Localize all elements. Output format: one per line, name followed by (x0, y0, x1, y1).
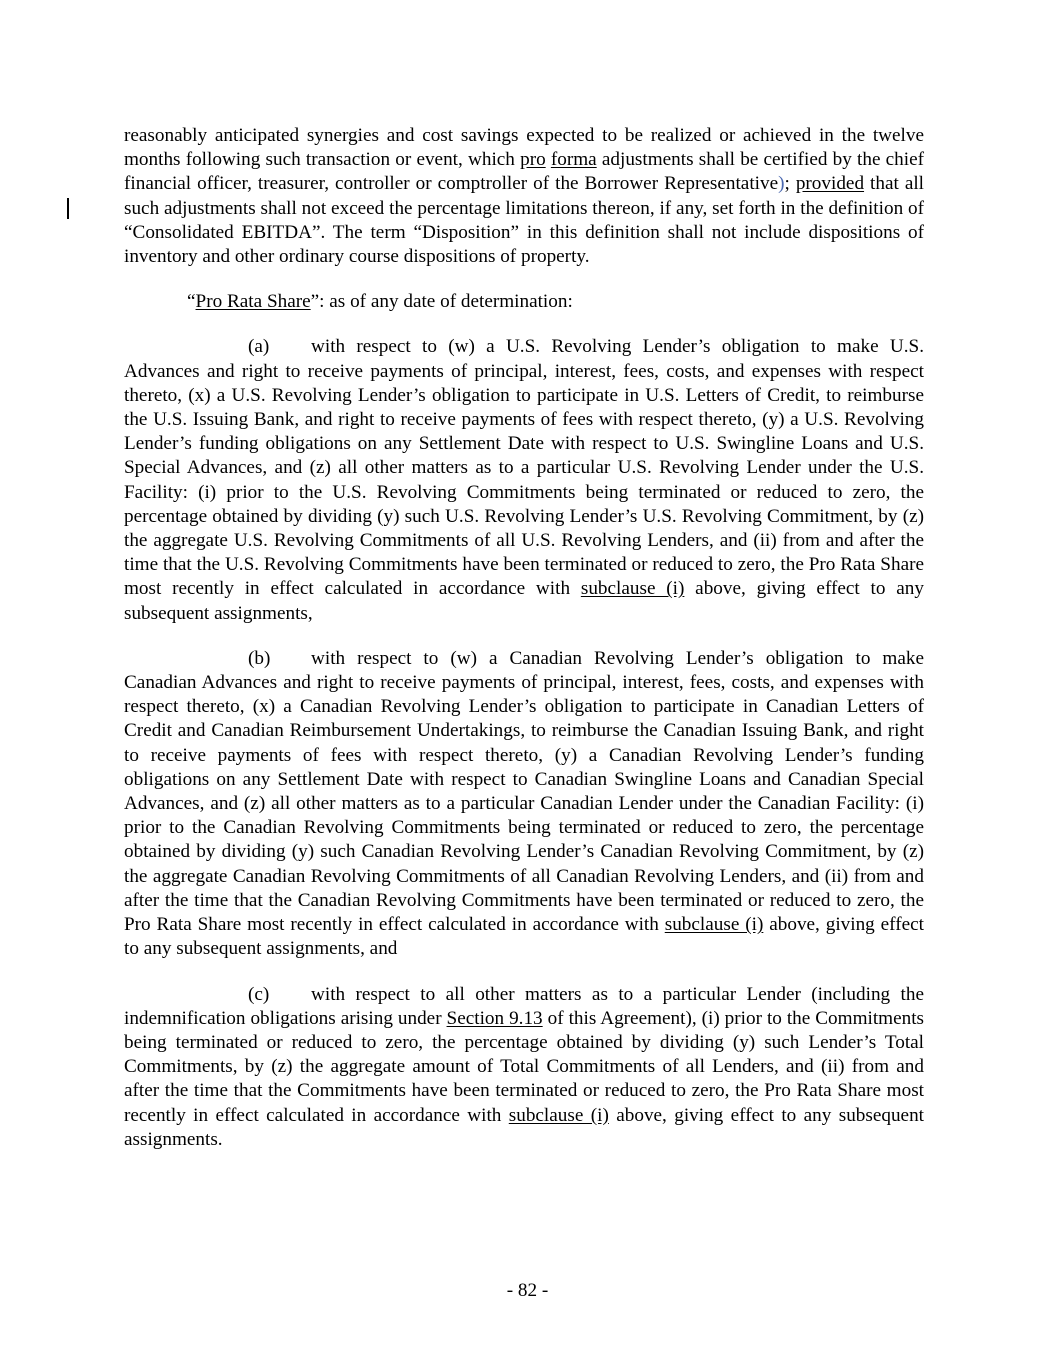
revision-change-bar (67, 198, 69, 219)
clause-c-subclause-ref: subclause (i) (508, 1104, 609, 1126)
intro-paragraph (124, 124, 924, 269)
pro-term: pro (520, 149, 546, 171)
clause-a-marker: (a) (248, 336, 270, 358)
section-9-13-ref: Section 9.13 (446, 1007, 543, 1029)
clause-a (124, 335, 924, 625)
clause-b-text-2: above, giving effect to any subsequent assignments, and (124, 914, 924, 960)
clause-a-text-1: with respect to (w) a U.S. Revolving Lender’s obligation to make U.S. Advances and right to receive payments of principal, interest, fees, costs, and expenses with respect thereto, (x) a U.S. Revolving Lender’s obligation to participate in U.S. Letters of Credit, to reimburse the U.S. Issuing Bank, and right to receive payments of fees with respect thereto, (y) a U.S. Revolving Lender’s funding obligations on any Settlement Date with respect to U.S. Swingline Loans and U.S. Special Advances, and (z) all other matters as to a particular U.S. Revolving Lender under the U.S. Facility: (i) prior to the U.S. Revolving Commitments being terminated or reduced to zero, the percentage obtained by dividing (y) such U.S. Revolving Lender’s U.S. Revolving Commitment, by (z) the aggregate U.S. Revolving Commitments of all U.S. Revolving Lenders, and (ii) from and after the time that the U.S. Revolving Commitments have been terminated or reduced to zero, the Pro Rata Share most recently in effect calculated in accordance with (124, 336, 924, 600)
clause-a-text-2: above, giving effect to any subsequent assignments, (124, 578, 924, 624)
clause-b-marker: (b) (248, 647, 271, 669)
intro-semicolon: ; (784, 173, 796, 195)
clause-c (124, 983, 924, 1152)
revised-paren: ) (778, 173, 785, 195)
clause-a-subclause-ref: subclause (i) (580, 578, 685, 600)
clause-b-subclause-ref: subclause (i) (664, 914, 764, 936)
clause-b (124, 647, 924, 962)
provided-term: provided (795, 173, 865, 195)
forma-term: forma (550, 149, 597, 171)
open-quote: “ (187, 291, 196, 313)
intro-text-2: adjustments shall be certified by the chief financial officer, treasurer, controller or comptroller of the Borrower Representative (124, 149, 925, 195)
pro-rata-share-definition (124, 290, 924, 314)
intro-text-1: reasonably anticipated synergies and cost savings expected to be realized or achieved in the twelve months following such transaction or event, which (124, 125, 924, 171)
clause-c-marker: (c) (248, 983, 270, 1005)
defined-term: Pro Rata Share (195, 291, 311, 313)
clause-c-text-3: above, giving effect to any subsequent assignments. (124, 1104, 924, 1150)
clause-c-text-2: of this Agreement), (i) prior to the Commitments being terminated or reduced to zero, the percentage obtained by dividing (y) such Lender’s Total Commitments, by (z) the aggregate amount of Total Commitments of all Lenders, and (ii) from and after the time that the Commitments have been terminated or reduced to zero, the Pro Rata Share most recently in effect calculated in accordance with (124, 1007, 924, 1126)
intro-text-3: that all such adjustments shall not exceed the percentage limitations thereon, if any, set forth in the definition of “Consolidated EBITDA”. The term “Disposition” in this definition shall not include dispositions of inventory and other ordinary course dispositions of property. (124, 173, 924, 268)
clause-c-text-1: with respect to all other matters as to a particular Lender (including the indemnification obligations arising under (124, 983, 924, 1029)
clause-b-text-1: with respect to (w) a Canadian Revolving Lender’s obligation to make Canadian Advances and right to receive payments of principal, interest, fees, costs, and expenses with respect thereto, (x) a Canadian Revolving Lender’s obligation to participate in Canadian Letters of Credit and Canadian Reimbursement Undertakings, to reimburse the Canadian Issuing Bank, and right to receive payments of fees with respect thereto, (y) a Canadian Revolving Lender’s funding obligations on any Settlement Date with respect to Canadian Swingline Loans and Canadian Special Advances, and (z) all other matters as to a particular Canadian Lender under the Canadian Facility: (i) prior to the Canadian Revolving Commitments being terminated or reduced to zero, the percentage obtained by dividing (y) such Canadian Revolving Lender’s Canadian Revolving Commitment, by (z) the aggregate Canadian Revolving Commitments of all Canadian Revolving Lenders, and (ii) from and after the time that the Canadian Revolving Commitments have been terminated or reduced to zero, the Pro Rata Share most recently in effect calculated in accordance with (124, 647, 924, 936)
page-number: - 82 - (506, 1280, 549, 1301)
definition-lead: ”: as of any date of determination: (310, 291, 573, 313)
document-page (124, 124, 924, 1152)
